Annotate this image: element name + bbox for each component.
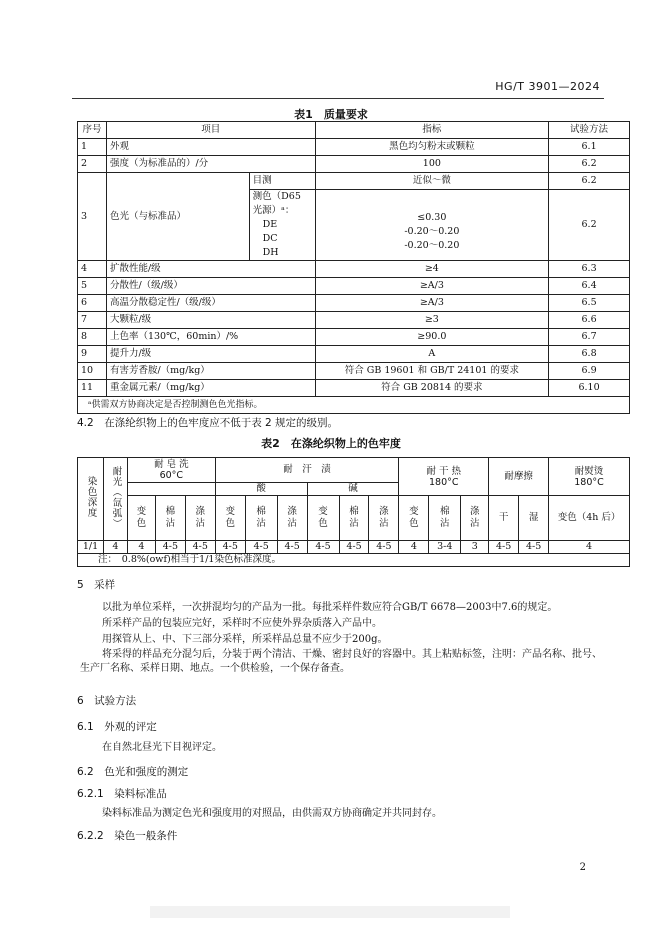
- cs-label: 变色: [409, 506, 419, 529]
- cell: 4-5: [489, 541, 519, 554]
- cell: 4-5: [277, 541, 307, 554]
- cell-no: 8: [78, 329, 107, 346]
- section5-p2: 所采样产品的包装应完好，采样时不应使外界杂质落入产品中。: [102, 618, 382, 629]
- cell-no: 1: [78, 139, 107, 156]
- cs-label: 涤沾: [469, 506, 480, 529]
- cell-value: 符合 GB 20814 的要求: [315, 380, 549, 397]
- cell-value: [315, 190, 549, 261]
- sub2-value: ≤0.30: [417, 212, 447, 223]
- cell: 4-5: [185, 541, 215, 554]
- table-row: [78, 541, 630, 554]
- press-sub: 变色（4h 后）: [549, 496, 630, 541]
- cell-value: ≥3: [315, 312, 549, 329]
- cell-method: 6.2: [549, 190, 630, 261]
- press-title: 耐熨烫: [574, 465, 604, 477]
- acid-cotton: [245, 496, 277, 541]
- cell-method: 6.1: [549, 139, 630, 156]
- cell-item: 上色率（130℃，60min）/%: [106, 329, 315, 346]
- cell: 4: [127, 541, 155, 554]
- alkali-label: 碱: [307, 483, 399, 496]
- cell-item: 提升力/级: [106, 346, 315, 363]
- cell: 1/1: [78, 541, 104, 554]
- dh-cs: [399, 496, 429, 541]
- press-head: [549, 458, 630, 496]
- soap-cotton: [155, 496, 185, 541]
- cell-subitem: [249, 190, 315, 261]
- alk-cotton: [339, 496, 369, 541]
- cs-label: 棉沾: [165, 506, 176, 529]
- alk-cs: [307, 496, 339, 541]
- dryheat-temp: 180°C: [429, 476, 459, 488]
- cell-value: ≥4: [315, 261, 549, 278]
- sweat-title: 耐 汗 渍: [215, 458, 399, 483]
- th-method: 试验方法: [549, 122, 630, 139]
- section6-2-2: 6.2.2 染色一般条件: [77, 830, 178, 842]
- table1-footnote: ᵃ供需双方协商决定是否控制测色色光指标。: [78, 397, 630, 414]
- rub-wet: 湿: [519, 496, 549, 541]
- table-row: [78, 139, 630, 156]
- cell-item: 外观: [106, 139, 315, 156]
- footer-watermark-bar: [150, 906, 510, 918]
- cell-method: 6.10: [549, 380, 630, 397]
- acid-cs: [215, 496, 245, 541]
- section5-p4: 将采得的样品充分混匀后，分装于两个清洁、干燥、密封良好的容器中。其上粘贴标签，注明：产品名称、批号、生产厂名称、采样日期、地点。一个供检验，一个保存备查。: [80, 649, 602, 674]
- section6-2-1-text: 染料标准品为测定色光和强度用的对照品，由供需双方协商确定并共同封存。: [102, 808, 442, 819]
- cell-no: 4: [78, 261, 107, 278]
- th-value: 指标: [315, 122, 549, 139]
- cell-no: 10: [78, 363, 107, 380]
- table-row: [78, 278, 630, 295]
- color-fastness-table: [77, 457, 630, 567]
- rub-dry: 干: [489, 496, 519, 541]
- cell-subitem: 目测: [249, 173, 315, 190]
- dryheat-title: 耐 干 热: [426, 465, 462, 477]
- section6-2-1: 6.2.1 染料标准品: [77, 788, 167, 800]
- cell: 4-5: [339, 541, 369, 554]
- section5-p1: 以批为单位采样，一次拼混均匀的产品为一批。每批采样件数应符合GB/T 6678—2003中7.6的规定。: [102, 602, 558, 613]
- soap-title: 耐 皂 洗: [154, 459, 189, 470]
- rub-title: 耐摩擦: [489, 458, 549, 496]
- quality-requirements-table: [77, 121, 630, 414]
- table-row: [78, 363, 630, 380]
- standard-code: HG/T 3901—2024: [495, 80, 600, 93]
- cell: 3-4: [429, 541, 461, 554]
- light-label: 耐光（氙弧）: [110, 465, 122, 529]
- table1-caption: 表1 质量要求: [294, 108, 368, 121]
- sub2-item: DE: [262, 219, 278, 230]
- cell: 4-5: [307, 541, 339, 554]
- cell-no: 9: [78, 346, 107, 363]
- cell-item: 扩散性能/级: [106, 261, 315, 278]
- table-row: [78, 295, 630, 312]
- table2-caption: 表2 在涤纶织物上的色牢度: [261, 437, 401, 450]
- cell-method: 6.2: [549, 173, 630, 190]
- cell-item: 高温分散稳定性/（级/级）: [106, 295, 315, 312]
- soap-temp: 60°C: [159, 470, 184, 481]
- cell: 4-5: [519, 541, 549, 554]
- cell: 4: [103, 541, 127, 554]
- cell-no: 6: [78, 295, 107, 312]
- cell-value: ≥90.0: [315, 329, 549, 346]
- cell-method: 6.8: [549, 346, 630, 363]
- dryheat-head: [399, 458, 489, 496]
- section6-1-text: 在自然北昼光下目视评定。: [102, 742, 222, 753]
- th-item: 项目: [106, 122, 315, 139]
- col-depth: [78, 458, 104, 541]
- table-row: [78, 329, 630, 346]
- table-row: [78, 156, 630, 173]
- cs-label: 涤沾: [287, 506, 297, 529]
- cell: 4: [549, 541, 630, 554]
- cs-label: 棉沾: [349, 506, 359, 529]
- section6-2: 6.2 色光和强度的测定: [77, 766, 189, 778]
- cell: 4-5: [215, 541, 245, 554]
- cs-label: 棉沾: [256, 506, 266, 529]
- cell-item: 大颗粒/级: [106, 312, 315, 329]
- cell-value: A: [315, 346, 549, 363]
- cell: 4-5: [245, 541, 277, 554]
- sub2-item: DC: [262, 233, 278, 244]
- section6-title: 6 试验方法: [77, 695, 137, 707]
- cell-item: 有害芳香胺/（mg/kg）: [106, 363, 315, 380]
- cell-no: 5: [78, 278, 107, 295]
- section5-p3: 用探管从上、中、下三部分采样，所采样品总量不应少于200g。: [102, 634, 388, 645]
- cell-method: 6.9: [549, 363, 630, 380]
- cs-label: 变色: [136, 506, 147, 529]
- cell-value: ≥A/3: [315, 278, 549, 295]
- cell-value: 近似～微: [315, 173, 549, 190]
- th-no: 序号: [78, 122, 107, 139]
- acid-label: 酸: [215, 483, 307, 496]
- cell: 3: [461, 541, 489, 554]
- cell-value: 100: [315, 156, 549, 173]
- table-row: [78, 346, 630, 363]
- col-light: [103, 458, 127, 541]
- cell-method: 6.3: [549, 261, 630, 278]
- cell-value: 符合 GB 19601 和 GB/T 24101 的要求: [315, 363, 549, 380]
- alk-pet: [369, 496, 399, 541]
- table-row: [78, 173, 630, 190]
- table-row: [78, 312, 630, 329]
- sub2-value: -0.20～0.20: [404, 240, 460, 251]
- sub2-value: -0.20～0.20: [404, 226, 460, 237]
- cell-item: 重金属元素/（mg/kg）: [106, 380, 315, 397]
- dh-cotton: [429, 496, 461, 541]
- table-row: [78, 380, 630, 397]
- table2-note: 注： 0.8%(owf)相当于1/1染色标准深度。: [78, 554, 630, 567]
- acid-pet: [277, 496, 307, 541]
- soap-pet: [185, 496, 215, 541]
- cell-value: ≥A/3: [315, 295, 549, 312]
- clause-4-2: 4.2 在涤纶织物上的色牢度应不低于表 2 规定的级别。: [77, 417, 339, 429]
- sub2-item: DH: [262, 247, 279, 258]
- table-row: [78, 261, 630, 278]
- dh-pet: [461, 496, 489, 541]
- press-temp: 180°C: [574, 476, 604, 488]
- cs-label: 棉沾: [440, 506, 450, 529]
- cs-label: 变色: [318, 506, 328, 529]
- cell-no: 7: [78, 312, 107, 329]
- cell-value: 黑色均匀粉末或颗粒: [315, 139, 549, 156]
- cell-no: 3: [78, 173, 107, 261]
- cell-method: 6.6: [549, 312, 630, 329]
- cell-method: 6.2: [549, 156, 630, 173]
- cell-item: 强度（为标准品的）/分: [106, 156, 315, 173]
- cell-item: 色光（与标准品）: [106, 173, 249, 261]
- cell-no: 11: [78, 380, 107, 397]
- cell: 4-5: [369, 541, 399, 554]
- cell: 4-5: [155, 541, 185, 554]
- cell-no: 2: [78, 156, 107, 173]
- header-rule: [72, 98, 604, 99]
- soap-cs: [127, 496, 155, 541]
- cell: 4: [399, 541, 429, 554]
- cs-label: 变色: [225, 506, 235, 529]
- sub2-title: 测色（D65 光源）ᵃ：: [252, 191, 301, 216]
- cs-label: 涤沾: [379, 506, 389, 529]
- cell-method: 6.4: [549, 278, 630, 295]
- cell-method: 6.5: [549, 295, 630, 312]
- page-number: 2: [579, 862, 586, 873]
- cs-label: 涤沾: [195, 506, 206, 529]
- soap-head: [127, 458, 215, 483]
- cell-method: 6.7: [549, 329, 630, 346]
- section5-title: 5 采样: [77, 579, 116, 591]
- depth-label: 染色深度: [85, 476, 97, 518]
- section6-1: 6.1 外观的评定: [77, 721, 157, 733]
- cell-item: 分散性/（级/级）: [106, 278, 315, 295]
